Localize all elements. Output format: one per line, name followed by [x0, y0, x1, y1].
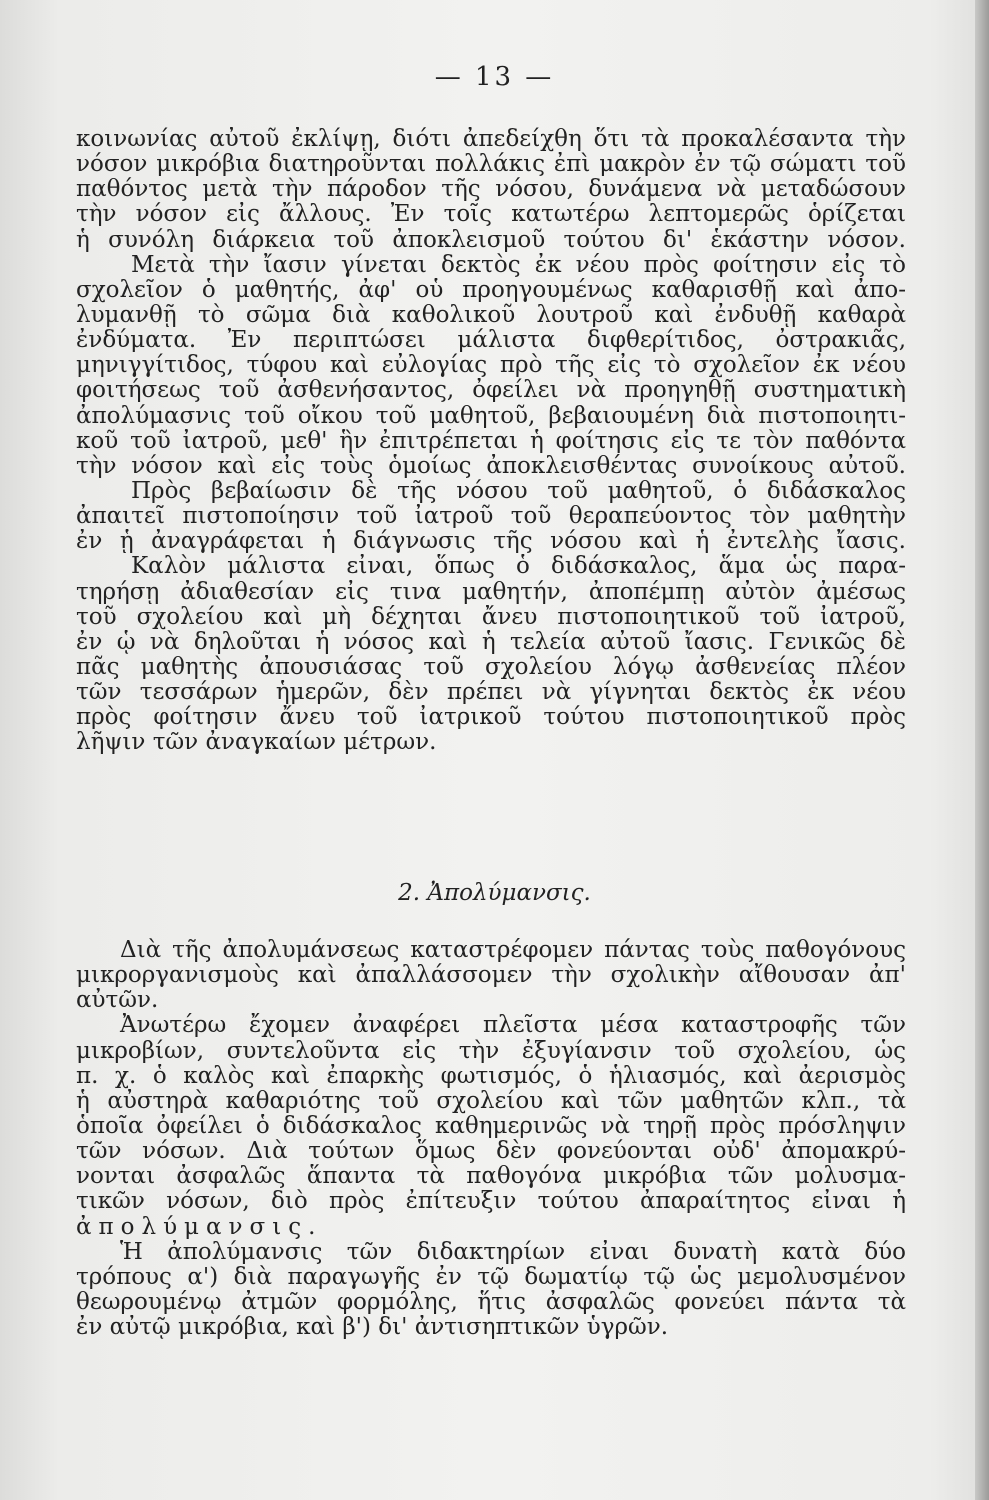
text-line: μηνιγγίτιδος, τύφου καὶ εὐλογίας πρὸ τῆς εἰς τὸ σχολεῖον ἐκ νέου [76, 353, 906, 379]
text-line: ἐνδύματα. Ἐν περιπτώσει μάλιστα διφθερίτιδος, ὀστρακιᾶς, [76, 328, 906, 354]
text-line: τὴν νόσον καὶ εἰς τοὺς ὁμοίως ἀποκλεισθέντας συνοίκους αὐτοῦ. [76, 453, 906, 479]
text-line: λῆψιν τῶν ἀναγκαίων μέτρων. [76, 730, 437, 756]
text-line: τὴν νόσον εἰς ἄλλους. Ἐν τοῖς κατωτέρω λεπτομερῶς ὁρίζεται [76, 202, 906, 228]
text-line: θεωρουμένῳ ἀτμῶν φορμόλης, ἥτις ἀσφαλῶς φονεύει πάντα τὰ [76, 1289, 906, 1315]
text-line: ἐν αὐτῷ μικρόβια, καὶ β') δι' ἀντισηπτικῶν ὑγρῶν. [76, 1315, 669, 1341]
text-line: τοῦ σχολείου καὶ μὴ δέχηται ἄνευ πιστοποιητικοῦ τοῦ ἰατροῦ, [76, 604, 906, 630]
text-line: Μετὰ τὴν ἴασιν γίνεται δεκτὸς ἐκ νέου πρὸς φοίτησιν εἰς τὸ [131, 252, 906, 278]
text-line: ἐν ᾧ νὰ δηλοῦται ἡ νόσος καὶ ἡ τελεία αὐτοῦ ἴασις. Γενικῶς δὲ [76, 629, 906, 655]
text-line: τῶν τεσσάρων ἡμερῶν, δὲν πρέπει νὰ γίγνηται δεκτὸς ἐκ νέου [76, 680, 906, 706]
text-line: λυμανθῇ τὸ σῶμα διὰ καθολικοῦ λουτροῦ καὶ ἐνδυθῇ καθαρὰ [76, 302, 906, 328]
text-line: ἡ αὐστηρὰ καθαριότης τοῦ σχολείου καὶ τῶν μαθητῶν κλπ., τὰ [76, 1088, 906, 1114]
text-line: φοιτήσεως τοῦ ἀσθενήσαντος, ὀφείλει νὰ προηγηθῇ συστηματικὴ [76, 378, 906, 404]
text-line: αὐτῶν. [76, 988, 159, 1014]
text-line: Ἀνωτέρω ἔχομεν ἀναφέρει πλεῖστα μέσα καταστροφῆς τῶν [120, 1013, 906, 1039]
page-edge-shadow [975, 0, 989, 1500]
text-line: Διὰ τῆς ἀπολυμάνσεως καταστρέφομεν πάντας τοὺς παθογόνους [120, 938, 906, 963]
text-line: κοῦ τοῦ ἰατροῦ, μεθ' ἣν ἐπιτρέπεται ἡ φοίτησις εἰς τε τὸν παθόντα [76, 428, 906, 454]
text-line: μικροργανισμοὺς καὶ ἀπαλλάσσομεν τὴν σχολικὴν αἴθουσαν ἀπ' [76, 963, 906, 989]
text-line: ἀπολύμανσις. [76, 1214, 323, 1240]
text-line: παθόντος μετὰ τὴν πάροδον τῆς νόσου, δυνάμενα νὰ μεταδώσουν [76, 177, 906, 203]
text-line: πᾶς μαθητὴς ἀπουσιάσας τοῦ σχολείου λόγῳ ἀσθενείας πλέον [76, 654, 906, 680]
text-line: τικῶν νόσων, διὸ πρὸς ἐπίτευξιν τούτου ἀπαραίτητος εἶναι ἡ [76, 1189, 906, 1215]
text-line: ἡ συνόλη διάρκεια τοῦ ἀποκλεισμοῦ τούτου δι' ἑκάστην νόσον. [76, 227, 906, 253]
text-line: ὁποῖα ὀφείλει ὁ διδάσκαλος καθημερινῶς νὰ τηρῇ πρὸς πρόσληψιν [76, 1113, 906, 1139]
text-line: Ἡ ἀπολύμανσις τῶν διδακτηρίων εἶναι δυνατὴ κατὰ δύο [120, 1239, 906, 1265]
text-line: Πρὸς βεβαίωσιν δὲ τῆς νόσου τοῦ μαθητοῦ, ὁ διδάσκαλος [131, 478, 906, 504]
text-line: νονται ἀσφαλῶς ἅπαντα τὰ παθογόνα μικρόβια τῶν μολυσμα- [76, 1164, 906, 1190]
body-text-block-1 [76, 127, 906, 756]
text-line: νόσον μικρόβια διατηροῦνται πολλάκις ἐπὶ μακρὸν ἐν τῷ σώματι τοῦ [76, 152, 906, 178]
text-line: τῶν νόσων. Διὰ τούτων ὅμως δὲν φονεύονται οὐδ' ἀπομακρύ- [76, 1139, 906, 1165]
section-heading: 2. Ἀπολύμανσις. [398, 880, 591, 906]
text-line: τηρήσῃ ἀδιαθεσίαν εἰς τινα μαθητήν, ἀποπέμπῃ αὐτὸν ἀμέσως [76, 579, 906, 605]
text-line: κοινωνίας αὐτοῦ ἐκλίψῃ, διότι ἀπεδείχθη ὅτι τὰ προκαλέσαντα τὴν [76, 127, 906, 152]
text-line: σχολεῖον ὁ μαθητής, ἀφ' οὗ προηγουμένως καθαρισθῇ καὶ ἀπο- [76, 277, 906, 303]
text-line: ἀπαιτεῖ πιστοποίησιν τοῦ ἰατροῦ τοῦ θεραπεύοντος τὸν μαθητὴν [76, 504, 906, 530]
text-line: τρόπους α') διὰ παραγωγῆς ἐν τῷ δωματίῳ τῷ ὡς μεμολυσμένον [76, 1264, 906, 1290]
text-line: ἀπολύμασνις τοῦ οἴκου τοῦ μαθητοῦ, βεβαιουμένη διὰ πιστοποιητι- [76, 403, 906, 429]
text-line: μικροβίων, συντελοῦντα εἰς τὴν ἐξυγίανσιν τοῦ σχολείου, ὡς [76, 1038, 906, 1064]
text-line: ἐν ᾗ ἀναγράφεται ἡ διάγνωσις τῆς νόσου καὶ ἡ ἐντελὴς ἴασις. [76, 529, 906, 555]
page-number: — 13 — [434, 62, 555, 92]
text-line: Καλὸν μάλιστα εἶναι, ὅπως ὁ διδάσκαλος, ἅμα ὡς παρα- [131, 554, 906, 580]
text-line: π. χ. ὁ καλὸς καὶ ἐπαρκὴς φωτισμός, ὁ ἡλιασμός, καὶ ἀερισμὸς [76, 1063, 906, 1089]
text-line: πρὸς φοίτησιν ἄνευ τοῦ ἰατρικοῦ τούτου πιστοποιητικοῦ πρὸς [76, 705, 906, 731]
body-text-block-2 [76, 938, 906, 1340]
